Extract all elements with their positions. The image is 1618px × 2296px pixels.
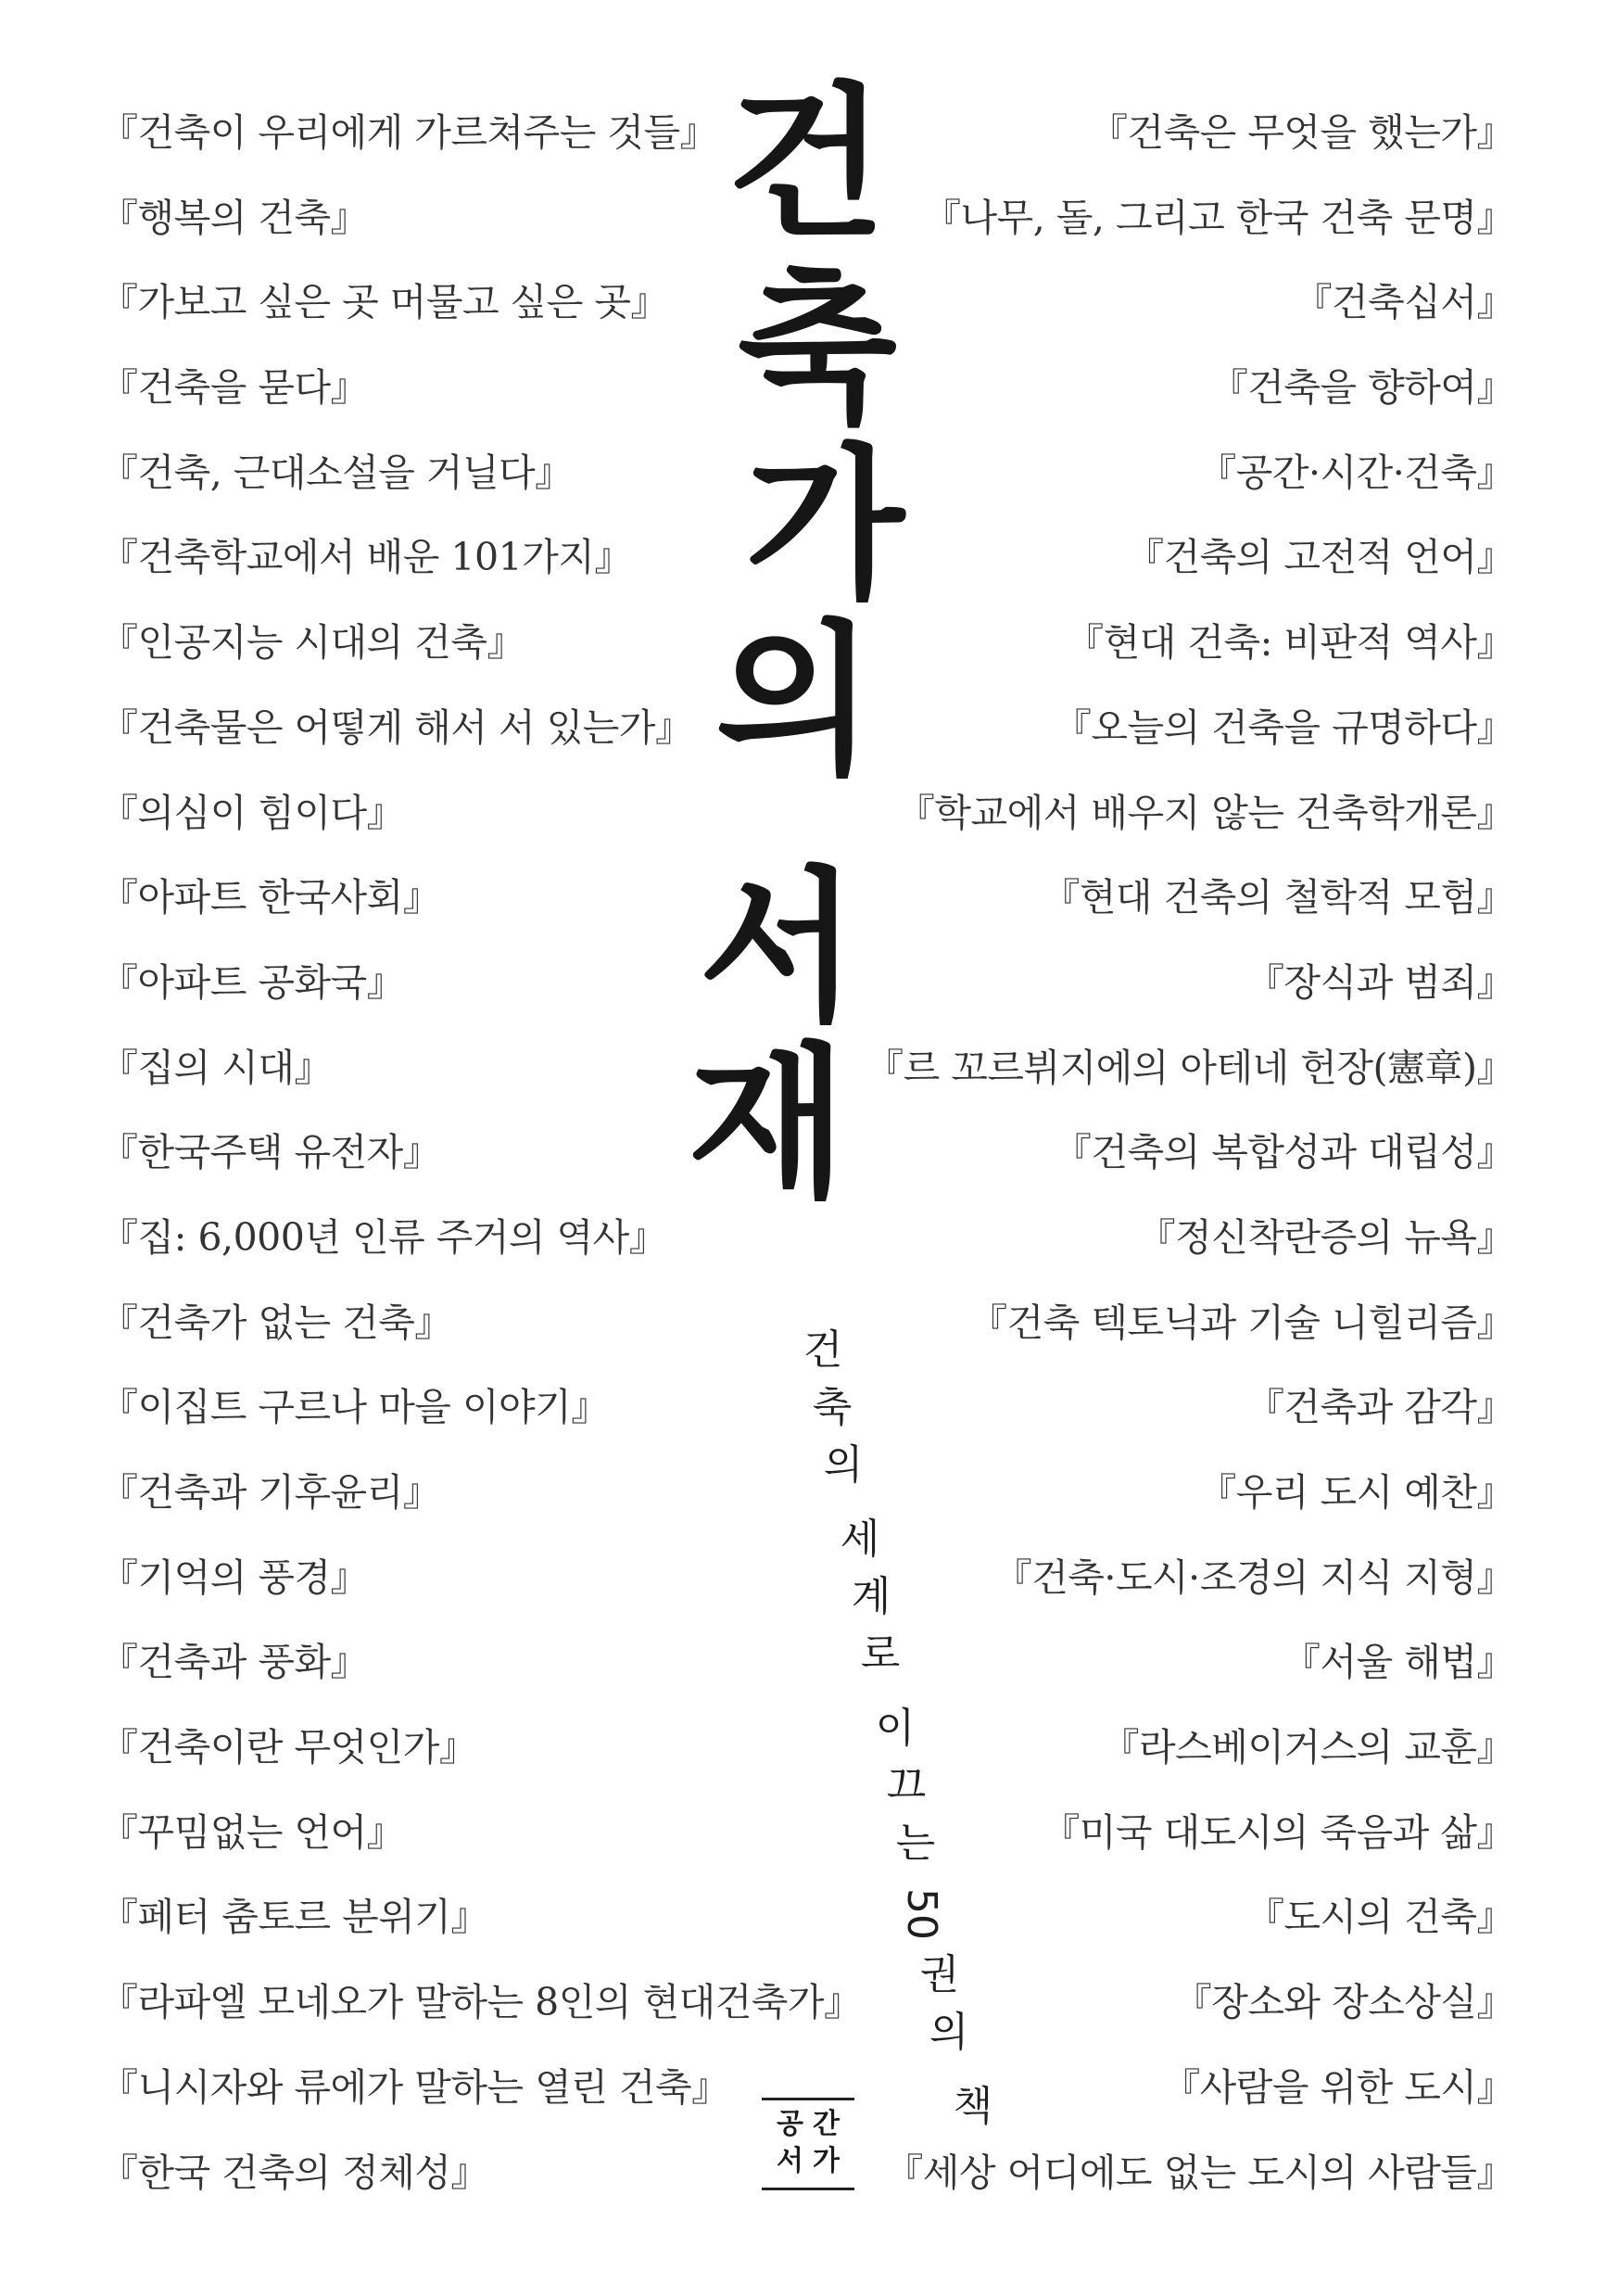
book-title: 『라스베이거스의 교훈』 bbox=[1101, 1725, 1514, 1770]
book-title: 『나무, 돌, 그리고 한국 건축 문명』 bbox=[923, 195, 1514, 240]
book-title: 『르 꼬르뷔지에의 아테네 헌장(憲章)』 bbox=[866, 1045, 1514, 1090]
book-title: 『건축은 무엇을 했는가』 bbox=[1089, 110, 1514, 155]
book-title: 『건축과 풍화』 bbox=[100, 1640, 369, 1685]
title-character: 서 bbox=[699, 852, 858, 1044]
book-title: 『세상 어디에도 없는 도시의 사람들』 bbox=[885, 2150, 1514, 2195]
book-title: 『건축과 감각』 bbox=[1245, 1385, 1514, 1430]
book-title: 『행복의 건축』 bbox=[100, 195, 369, 240]
book-title: 『가보고 싶은 곳 머물고 싶은 곳』 bbox=[100, 280, 668, 325]
book-title: 『건축학교에서 배운 101가지』 bbox=[100, 535, 632, 580]
book-title: 『건축을 묻다』 bbox=[100, 365, 369, 411]
book-title: 『장식과 범죄』 bbox=[1245, 959, 1514, 1005]
book-title: 『사람을 위한 도시』 bbox=[1162, 2064, 1514, 2110]
publisher-name-line2: 서가 bbox=[777, 2145, 849, 2177]
book-title: 『꾸밈없는 언어』 bbox=[100, 1809, 405, 1855]
book-title: 『페터 춤토르 분위기』 bbox=[100, 1895, 488, 1940]
subtitle-character: 끄 bbox=[886, 1762, 927, 1809]
title-character: 재 bbox=[688, 1028, 847, 1220]
book-title: 『현대 건축의 철학적 모험』 bbox=[1042, 875, 1514, 920]
book-title: 『건축·도시·조경의 지식 지형』 bbox=[993, 1554, 1514, 1600]
title-character: 축 bbox=[738, 253, 897, 445]
subtitle-character: 의 bbox=[929, 2009, 969, 2056]
book-title: 『니시자와 류에가 말하는 열린 건축』 bbox=[100, 2064, 729, 2110]
book-title: 『장소와 장소상실』 bbox=[1173, 1980, 1514, 2025]
subtitle-character: 계 bbox=[851, 1573, 891, 1620]
publisher-name-line1: 공간 bbox=[777, 2108, 849, 2140]
book-title: 『아파트 한국사회』 bbox=[100, 875, 441, 920]
subtitle-character: 건 bbox=[803, 1326, 843, 1374]
book-title: 『공간·시간·건축』 bbox=[1198, 450, 1514, 495]
book-title: 『인공지능 시대의 건축』 bbox=[100, 620, 525, 666]
book-title: 『우리 도시 예찬』 bbox=[1198, 1470, 1514, 1515]
book-title: 『건축물은 어떻게 해서 서 있는가』 bbox=[100, 704, 693, 750]
book-title: 『집의 시대』 bbox=[100, 1045, 332, 1090]
book-title: 『라파엘 모네오가 말하는 8인의 현대건축가』 bbox=[100, 1980, 862, 2025]
title-character: 건 bbox=[727, 68, 886, 260]
book-title: 『건축을 향하여』 bbox=[1209, 365, 1514, 411]
book-title: 『도시의 건축』 bbox=[1245, 1895, 1514, 1940]
subtitle-character: 의 bbox=[823, 1441, 864, 1489]
book-title: 『건축이란 무엇인가』 bbox=[100, 1725, 477, 1770]
title-character: 가 bbox=[745, 429, 904, 621]
book-title: 『현대 건축: 비판적 역사』 bbox=[1066, 620, 1514, 666]
book-title: 『학교에서 배우지 않는 건축학개론』 bbox=[896, 790, 1514, 835]
subtitle-character: 권 bbox=[919, 1951, 960, 1998]
subtitle-character: 50 bbox=[898, 1888, 945, 1940]
book-title: 『아파트 공화국』 bbox=[100, 959, 405, 1005]
book-title: 『건축의 복합성과 대립성』 bbox=[1053, 1130, 1514, 1175]
book-title: 『정신착란증의 뉴욕』 bbox=[1137, 1214, 1514, 1260]
subtitle-character: 축 bbox=[812, 1384, 853, 1431]
title-character: 의 bbox=[715, 605, 875, 797]
subtitle-character: 이 bbox=[875, 1705, 916, 1752]
book-title: 『한국 건축의 정체성』 bbox=[100, 2150, 488, 2195]
book-title: 『의심이 힘이다』 bbox=[100, 790, 405, 835]
book-title: 『집: 6,000년 인류 주거의 역사』 bbox=[100, 1214, 667, 1260]
book-title: 『기억의 풍경』 bbox=[100, 1554, 369, 1600]
subtitle-character: 로 bbox=[860, 1630, 901, 1678]
book-title: 『서울 해법』 bbox=[1283, 1640, 1514, 1685]
book-title: 『건축가 없는 건축』 bbox=[100, 1300, 452, 1345]
book-title: 『건축, 근대소설을 거닐다』 bbox=[100, 450, 573, 495]
publisher-logo bbox=[762, 2098, 854, 2190]
subtitle-character: 세 bbox=[840, 1516, 880, 1563]
book-title: 『건축이 우리에게 가르쳐주는 것들』 bbox=[100, 110, 718, 155]
book-title: 『건축의 고전적 언어』 bbox=[1126, 535, 1514, 580]
book-title: 『한국주택 유전자』 bbox=[100, 1130, 441, 1175]
book-title: 『건축십서』 bbox=[1294, 280, 1514, 325]
book-title: 『이집트 구르나 마을 이야기』 bbox=[100, 1385, 609, 1430]
book-title: 『건축과 기후윤리』 bbox=[100, 1470, 441, 1515]
book-title: 『건축 텍토닉과 기술 니힐리즘』 bbox=[969, 1300, 1514, 1345]
subtitle-character: 책 bbox=[953, 2083, 993, 2130]
book-title: 『미국 대도시의 죽음과 삶』 bbox=[1042, 1809, 1514, 1855]
subtitle-character: 는 bbox=[895, 1820, 936, 1867]
book-title: 『오늘의 건축을 규명하다』 bbox=[1053, 704, 1514, 750]
